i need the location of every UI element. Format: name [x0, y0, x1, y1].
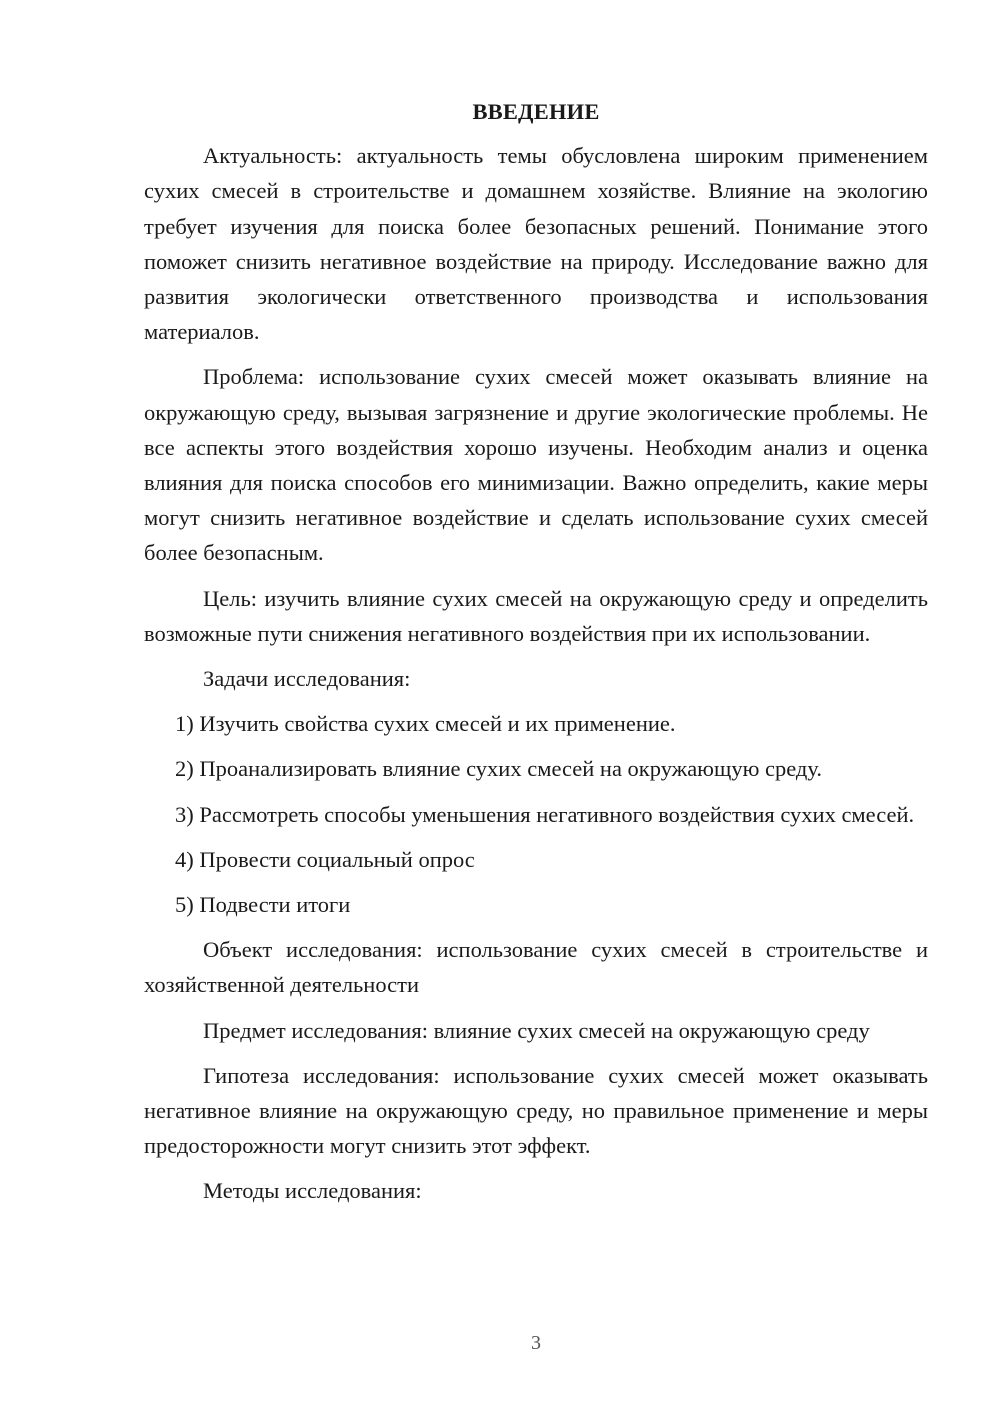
- methods-title: Методы исследования:: [203, 1178, 422, 1204]
- task-item-4: 4) Провести социальный опрос: [175, 846, 475, 872]
- page-content: [144, 94, 928, 1219]
- page-heading: ВВЕДЕНИЕ: [472, 99, 600, 124]
- subject-paragraph: Предмет исследования: влияние сухих смесей на окружающую среду: [203, 1017, 870, 1043]
- relevance-paragraph: Актуальность: актуальность темы обусловлена широким применением сухих смесей в строительстве и домашнем хозяйстве. Влияние на экологию требует изучения для поиска более безопасных решений. Понимание этого поможет снизить негативное воздействие на природу. Исследование важно для развития экологически ответственного производства и использования материалов.: [144, 143, 928, 345]
- problem-paragraph: Проблема: использование сухих смесей может оказывать влияние на окружающую среду, вызывая загрязнение и другие экологические проблемы. Не все аспекты этого воздействия хорошо изучены. Необходим анализ и оценка влияния для поиска способов его минимизации. Важно определить, какие меры могут снизить негативное воздействие и сделать использование сухих смесей более безопасным.: [144, 364, 928, 566]
- page-number: 3: [531, 1332, 541, 1354]
- tasks-title: Задачи исследования:: [203, 666, 411, 692]
- task-item-5: 5) Подвести итоги: [175, 892, 351, 918]
- task-item-2: 2) Проанализировать влияние сухих смесей на окружающую среду.: [175, 756, 822, 782]
- object-paragraph: Объект исследования: использование сухих смесей в строительстве и хозяйственной деятельности: [144, 937, 928, 998]
- task-item-3: 3) Рассмотреть способы уменьшения негативного воздействия сухих смесей.: [175, 801, 915, 827]
- hypothesis-paragraph: Гипотеза исследования: использование сухих смесей может оказывать негативное влияние на окружающую среду, но правильное применение и меры предосторожности могут снизить этот эффект.: [144, 1062, 928, 1159]
- task-item-1: 1) Изучить свойства сухих смесей и их применение.: [175, 711, 676, 737]
- goal-paragraph: Цель: изучить влияние сухих смесей на окружающую среду и определить возможные пути снижения негативного воздействия при их использовании.: [144, 585, 928, 646]
